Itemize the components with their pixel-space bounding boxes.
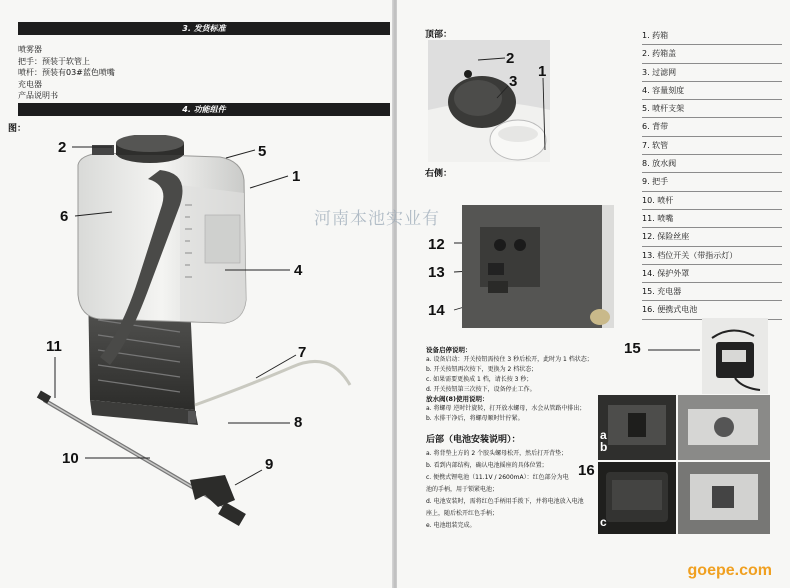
shipping-item: 产品说明书 [18,91,58,100]
callout-8: 8 [294,414,303,431]
rear-step: c. 便携式锂电池（11.1V / 2600mA）：红色部分为电 [426,474,569,481]
parts-list-item: 16. 便携式电池 [642,301,782,319]
watermark-text: 河南本池实业有 [314,209,440,229]
parts-list-item: 11. 喷嘴 [642,210,782,228]
rear-step: 座上，随后松开红色手柄； [426,510,499,517]
parts-list-item: 8. 放水阀 [642,155,782,173]
callout-4: 4 [294,262,303,279]
site-watermark: goepe.com [687,562,772,579]
parts-list-item: 10. 喷杆 [642,192,782,210]
photo-letter-c: c [600,515,607,529]
parts-list-item: 14. 保护外罩 [642,265,782,283]
top-view-label: 顶部： [425,30,453,40]
rear-step: b. 看到内部结构，确认电池摇座的具体位置； [426,462,548,469]
startup-line: b. 开关按钮再次按下，更换为 2 档状态； [426,366,538,373]
drain-instructions [426,394,585,424]
figure-label: 图： [8,124,27,134]
battery-photo-c [598,462,676,534]
drain-heading: 放水阀(8)使用说明： [426,395,489,403]
section-4-title: 4. 功能组件 [182,105,226,114]
parts-list-item: 3. 过滤网 [642,64,782,82]
rear-step: e. 电池组装完成。 [426,522,476,529]
battery-photo-b [678,395,770,460]
rear-title: 后部（电池安装说明）： [426,435,521,445]
callout-10: 10 [62,450,79,467]
parts-list-item: 2. 药箱盖 [642,45,782,63]
charger-photo [702,318,768,394]
callout-9: 9 [265,456,274,473]
top-callout-2: 2 [506,50,515,67]
rear-steps [426,448,584,532]
callout-11: 11 [46,338,62,355]
side-callout-12: 12 [428,236,445,253]
startup-line: d. 开关按钮第三次按下，设备停止工作。 [426,386,536,393]
section-3-title: 3. 发货标准 [182,24,226,33]
battery-photo-d [678,462,770,534]
parts-list-item: 12. 保险丝座 [642,228,782,246]
drain-line: b. 水排干净后，将螺母顺时针拧紧。 [426,415,524,422]
callout-2: 2 [58,139,67,156]
photo-letter-a: a [600,428,607,442]
side-view-photo [462,205,614,328]
shipping-item: 把手：预装于软管上 [18,56,90,66]
startup-line: c. 如果需要更换成 1 档，请长按 3 秒； [426,376,533,383]
photo-letter-b: b [600,440,608,454]
side-callout-13: 13 [428,264,445,281]
callout-7: 7 [298,344,307,361]
parts-list-item: 1. 药箱 [642,27,782,45]
top-callout-3: 3 [509,73,518,90]
parts-list-item: 7. 软管 [642,137,782,155]
parts-list-item: 15. 充电器 [642,283,782,301]
startup-instructions [426,345,593,395]
rear-step: 池的手柄，用于锁紧电池； [426,486,499,493]
battery-callout-16: 16 [578,462,595,479]
parts-list-item: 4. 容量刻度 [642,82,782,100]
rear-step: d. 电池安装时，需将红色手柄用手拨下，并将电池放入电池 [426,498,584,505]
side-callout-14: 14 [428,302,445,319]
top-callout-1: 1 [538,63,547,80]
charger-callout-15: 15 [624,340,641,357]
parts-list-item: 6. 背带 [642,118,782,136]
callout-5: 5 [258,143,267,160]
startup-line: a. 设备启动：开关按钮需按住 3 秒后松开，此时为 1 档状态； [426,356,593,363]
parts-list-item: 9. 把手 [642,173,782,191]
startup-heading: 设备启停说明： [426,346,472,354]
battery-photo-a [598,395,676,460]
shipping-item: 充电器 [18,79,42,89]
parts-list [642,27,782,320]
parts-list-item: 13. 档位开关（带指示灯） [642,247,782,265]
callout-6: 6 [60,208,69,225]
shipping-item: 喷雾器 [18,45,42,54]
shipping-item: 喷杆：预装有03#蓝色喷嘴 [18,68,115,77]
callout-1: 1 [292,168,301,185]
drain-line: a. 将螺母 逆时针旋转，打开放水螺母，水会从管路中排出； [426,405,586,412]
parts-list-item: 5. 喷杆支架 [642,100,782,118]
side-view-label: 右侧： [425,169,453,179]
rear-step: a. 将背垫上方的 2 个胶头螺母松开，然后打开背垫； [426,450,568,457]
